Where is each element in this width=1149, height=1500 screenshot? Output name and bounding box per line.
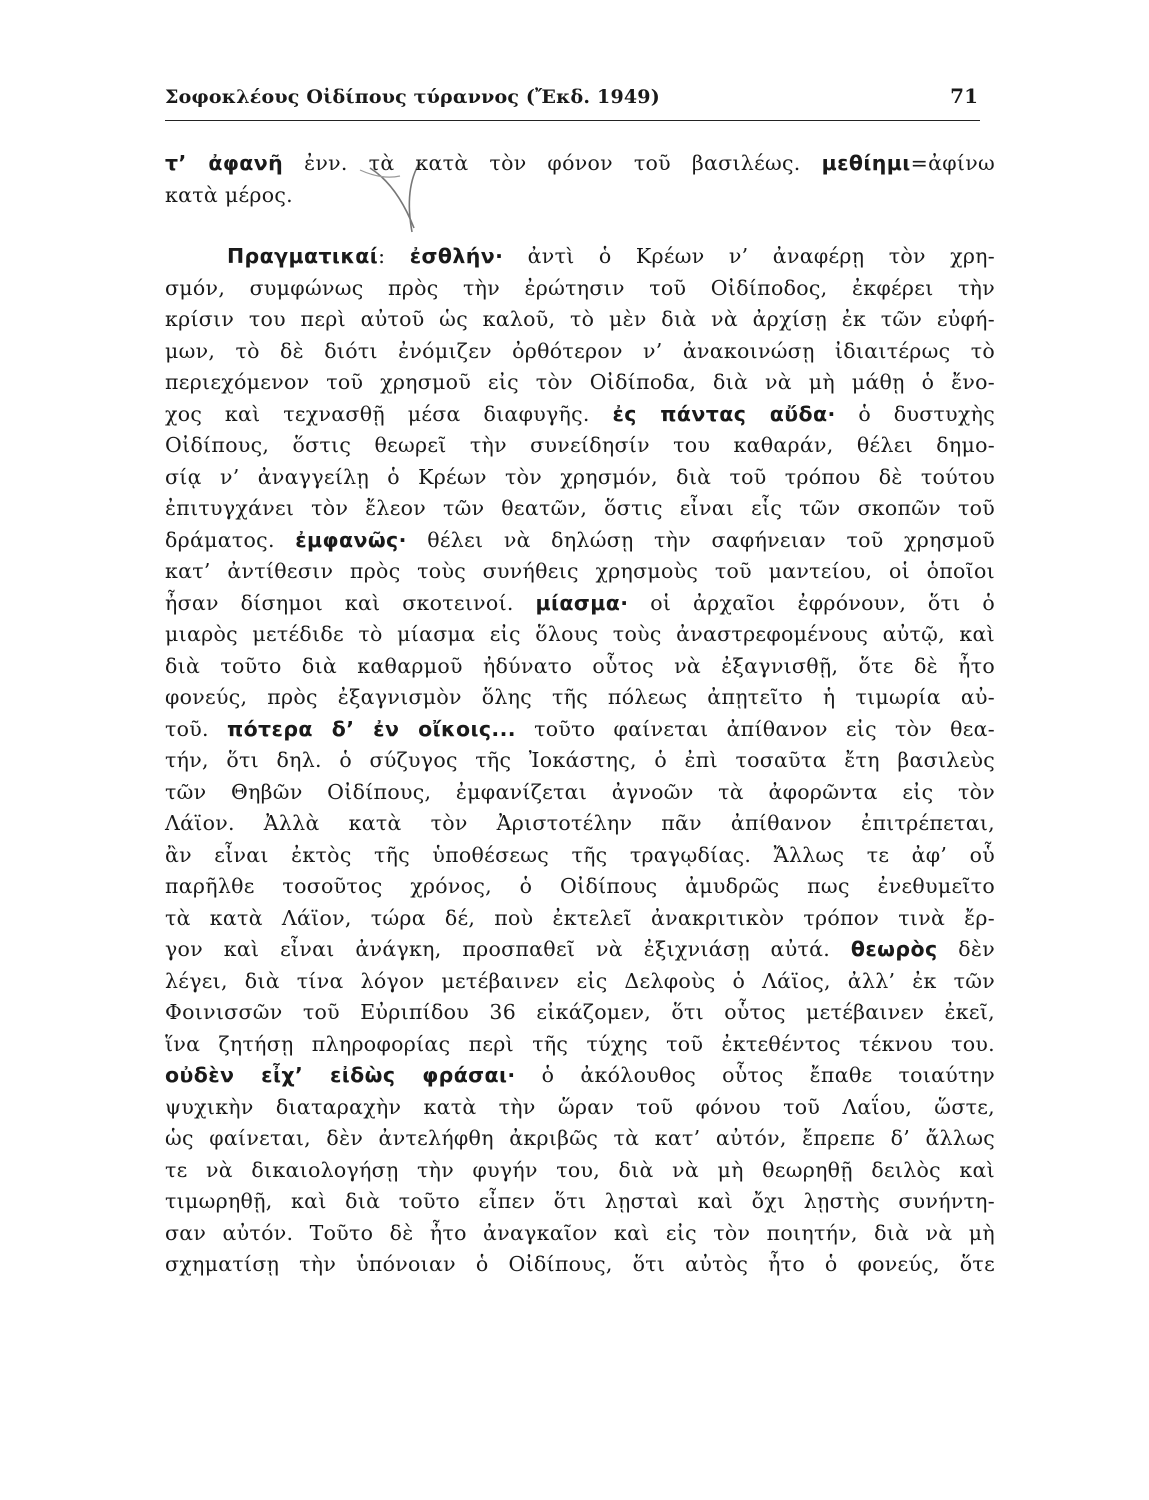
text-line	[165, 273, 995, 305]
text-line	[165, 556, 995, 588]
text-line	[165, 430, 995, 462]
lemma: τ’ ἀφανῆ	[165, 151, 284, 175]
text-line	[165, 871, 995, 903]
text-line	[165, 714, 995, 746]
gloss-text: θέλει νὰ δηλώσῃ τὴν σαφήνειαν τοῦ χρησμοῦ	[406, 527, 996, 552]
text-line	[165, 588, 995, 620]
text-line	[165, 1186, 995, 1218]
gloss-text: τὰ κατὰ Λάϊον, τώρα δέ, ποὺ ἐκτελεῖ ἀνακριτικὸν τρόπον τινὰ ἔρ-	[165, 905, 995, 930]
gloss-text: οἱ ἀρχαῖοι ἐφρόνουν, ὅτι ὁ	[628, 590, 995, 615]
lemma: Πραγματικαί	[227, 244, 379, 268]
gloss-text: Οἰδίπους, ὅστις θεωρεῖ τὴν συνείδησίν του καθαράν, θέλει δημο-	[165, 433, 995, 457]
gloss-text: ὡς φαίνεται, δὲν ἀντελήφθη ἀκριβῶς τὰ κατ’ αὐτόν, ἔπρεπε δ’ ἄλλως	[165, 1126, 995, 1150]
lemma: ἐς πάντας αὔδα·	[612, 401, 836, 426]
gloss-text: δράματος.	[165, 527, 296, 552]
gloss-text: τιμωρηθῇ, καὶ διὰ τοῦτο εἶπεν ὅτι λῃσταὶ καὶ ὄχι λῃστὴς συνήντη-	[165, 1189, 995, 1213]
gloss-text: ἵνα ζητήσῃ πληροφορίας περὶ τῆς τύχης τοῦ ἐκτεθέντος τέκνου του.	[165, 1031, 995, 1056]
gloss-text: τε νὰ δικαιολογήσῃ τὴν φυγήν του, διὰ νὰ μὴ θεωρηθῇ δειλὸς καὶ	[165, 1157, 995, 1182]
text-line	[165, 525, 995, 557]
gloss-text: διὰ τοῦτο διὰ καθαρμοῦ ἠδύνατο οὗτος νὰ ἐξαγνισθῇ, ὅτε δὲ ἦτο	[165, 653, 995, 678]
text-line	[165, 651, 995, 683]
gloss-text: χος καὶ τεχνασθῇ μέσα διαφυγῆς.	[165, 401, 613, 426]
gloss-text: ψυχικὴν διαταραχὴν κατὰ τὴν ὥραν τοῦ φόνου τοῦ Λαΐου, ὥστε,	[165, 1094, 995, 1119]
gloss-text: κρίσιν του περὶ αὐτοῦ ὡς καλοῦ, τὸ μὲν διὰ νὰ ἀρχίσῃ ἐκ τῶν εὐφή-	[165, 307, 995, 331]
text-line	[165, 367, 995, 399]
text-line	[165, 1155, 995, 1187]
paragraph-gap	[165, 211, 995, 241]
gloss-text: ὁ ἀκόλουθος οὗτος ἔπαθε τοιαύτην	[515, 1063, 995, 1087]
text-line	[165, 399, 995, 431]
text-line	[165, 336, 995, 368]
gloss-text: σμόν, συμφώνως πρὸς τὴν ἐρώτησιν τοῦ Οἰδίποδος, ἐκφέρει τὴν	[165, 275, 995, 300]
text-line	[165, 840, 995, 872]
text-line	[165, 997, 995, 1029]
text-line	[165, 1029, 995, 1061]
lemma: πότερα δ’ ἐν οἴκοις...	[226, 716, 516, 741]
gloss-text: Φοινισσῶν τοῦ Εὐριπίδου 36 εἰκάζομεν, ὅτι οὗτος μετέβαινεν ἐκεῖ,	[165, 1000, 995, 1024]
text-line	[165, 808, 995, 840]
gloss-text: τῶν Θηβῶν Οἰδίπους, ἐμφανίζεται ἀγνοῶν τὰ ἀφορῶντα εἰς τὸν	[165, 779, 995, 804]
gloss-text: γον καὶ εἶναι ἀνάγκη, προσπαθεῖ νὰ ἐξιχνιάσῃ αὐτά.	[165, 937, 851, 961]
text-line	[165, 493, 995, 525]
commentary-text	[165, 148, 995, 1281]
text-line	[165, 241, 995, 273]
gloss-text: ἦσαν δίσημοι καὶ σκοτεινοί.	[165, 590, 536, 615]
text-line	[165, 462, 995, 494]
gloss-text: σίᾳ ν’ ἀναγγείλῃ ὁ Κρέων τὸν χρησμόν, διὰ τοῦ τρόπου δὲ τούτου	[165, 464, 995, 489]
gloss-text: φονεύς, πρὸς ἐξαγνισμὸν ὅλης τῆς πόλεως ἀπῃτεῖτο ἡ τιμωρία αὐ-	[165, 685, 995, 709]
text-line	[165, 934, 995, 966]
text-line	[165, 903, 995, 935]
text-line	[165, 180, 995, 212]
lemma: θεωρὸς	[850, 937, 938, 961]
gloss-text: κατ’ ἀντίθεσιν πρὸς τοὺς συνήθεις χρησμοὺς τοῦ μαντείου, οἱ ὁποῖοι	[165, 559, 995, 583]
gloss-text: σχηματίσῃ τὴν ὑπόνοιαν ὁ Οἰδίπους, ὅτι αὐτὸς ἦτο ὁ φονεύς, ὅτε	[165, 1252, 995, 1276]
lemma: ἐμφανῶς·	[295, 527, 407, 552]
gloss-text: κατὰ μέρος.	[165, 182, 293, 207]
text-line	[165, 777, 995, 809]
gloss-text: δὲν	[937, 937, 995, 961]
gloss-text: μιαρὸς μετέδιδε τὸ μίασμα εἰς ὅλους τοὺς ἀναστρεφομένους αὐτῷ, καὶ	[165, 622, 995, 646]
lemma: μεθίημι	[821, 151, 911, 175]
gloss-text: λέγει, διὰ τίνα λόγον μετέβαινεν εἰς Δελφοὺς ὁ Λάϊος, ἀλλ’ ἐκ τῶν	[165, 968, 995, 993]
gloss-text: Λάϊον. Ἀλλὰ κατὰ τὸν Ἀριστοτέλην πᾶν ἀπίθανον ἐπιτρέπεται,	[165, 811, 995, 835]
text-line	[165, 1060, 995, 1092]
page-number: 71	[950, 84, 978, 108]
running-title: Σοφοκλέους Οἰδίπους τύραννος (Ἔκδ. 1949)	[165, 86, 660, 108]
text-line	[165, 1249, 995, 1281]
gloss-text: παρῆλθε τοσοῦτος χρόνος, ὁ Οἰδίπους ἀμυδρῶς πως ἐνεθυμεῖτο	[165, 874, 995, 898]
text-line	[165, 1123, 995, 1155]
text-line	[165, 745, 995, 777]
gloss-text: τοῦτο φαίνεται ἀπίθανον εἰς τὸν θεα-	[516, 716, 996, 741]
gloss-text: =ἀφίνω	[910, 151, 996, 175]
header-rule	[165, 120, 980, 121]
text-line	[165, 966, 995, 998]
gloss-text: :	[378, 244, 410, 268]
text-line	[165, 148, 995, 180]
page-header	[165, 84, 980, 124]
gloss-text: περιεχόμενον τοῦ χρησμοῦ εἰς τὸν Οἰδίποδα, διὰ νὰ μὴ μάθῃ ὁ ἔνο-	[165, 370, 995, 394]
gloss-text: ἀντὶ ὁ Κρέων ν’ ἀναφέρῃ τὸν χρη-	[503, 244, 995, 268]
text-line	[165, 304, 995, 336]
gloss-text: ἐνν. τὰ κατὰ τὸν φόνον τοῦ βασιλέως.	[283, 151, 822, 175]
gloss-text: ἂν εἶναι ἐκτὸς τῆς ὑποθέσεως τῆς τραγῳδίας. Ἄλλως τε ἀφ’ οὗ	[165, 842, 995, 867]
gloss-text: ὁ δυστυχὴς	[835, 401, 995, 426]
gloss-text: ἐπιτυγχάνει τὸν ἔλεον τῶν θεατῶν, ὅστις εἶναι εἷς τῶν σκοπῶν τοῦ	[165, 496, 995, 520]
lemma: οὐδὲν εἶχ’ εἰδὼς φράσαι·	[165, 1063, 516, 1087]
gloss-text: μων, τὸ δὲ διότι ἐνόμιζεν ὀρθότερον ν’ ἀνακοινώσῃ ἰδιαιτέρως τὸ	[165, 338, 995, 363]
text-line	[165, 619, 995, 651]
lemma: ἐσθλήν·	[409, 244, 504, 268]
text-line	[165, 1092, 995, 1124]
text-line	[165, 682, 995, 714]
gloss-text: τήν, ὅτι δηλ. ὁ σύζυγος τῆς Ἰοκάστης, ὁ ἐπὶ τοσαῦτα ἔτη βασιλεὺς	[165, 748, 995, 772]
gloss-text: τοῦ.	[165, 716, 227, 741]
gloss-text: σαν αὐτόν. Τοῦτο δὲ ἦτο ἀναγκαῖον καὶ εἰς τὸν ποιητήν, διὰ νὰ μὴ	[165, 1220, 995, 1245]
lemma: μίασμα·	[535, 590, 629, 615]
text-line	[165, 1218, 995, 1250]
